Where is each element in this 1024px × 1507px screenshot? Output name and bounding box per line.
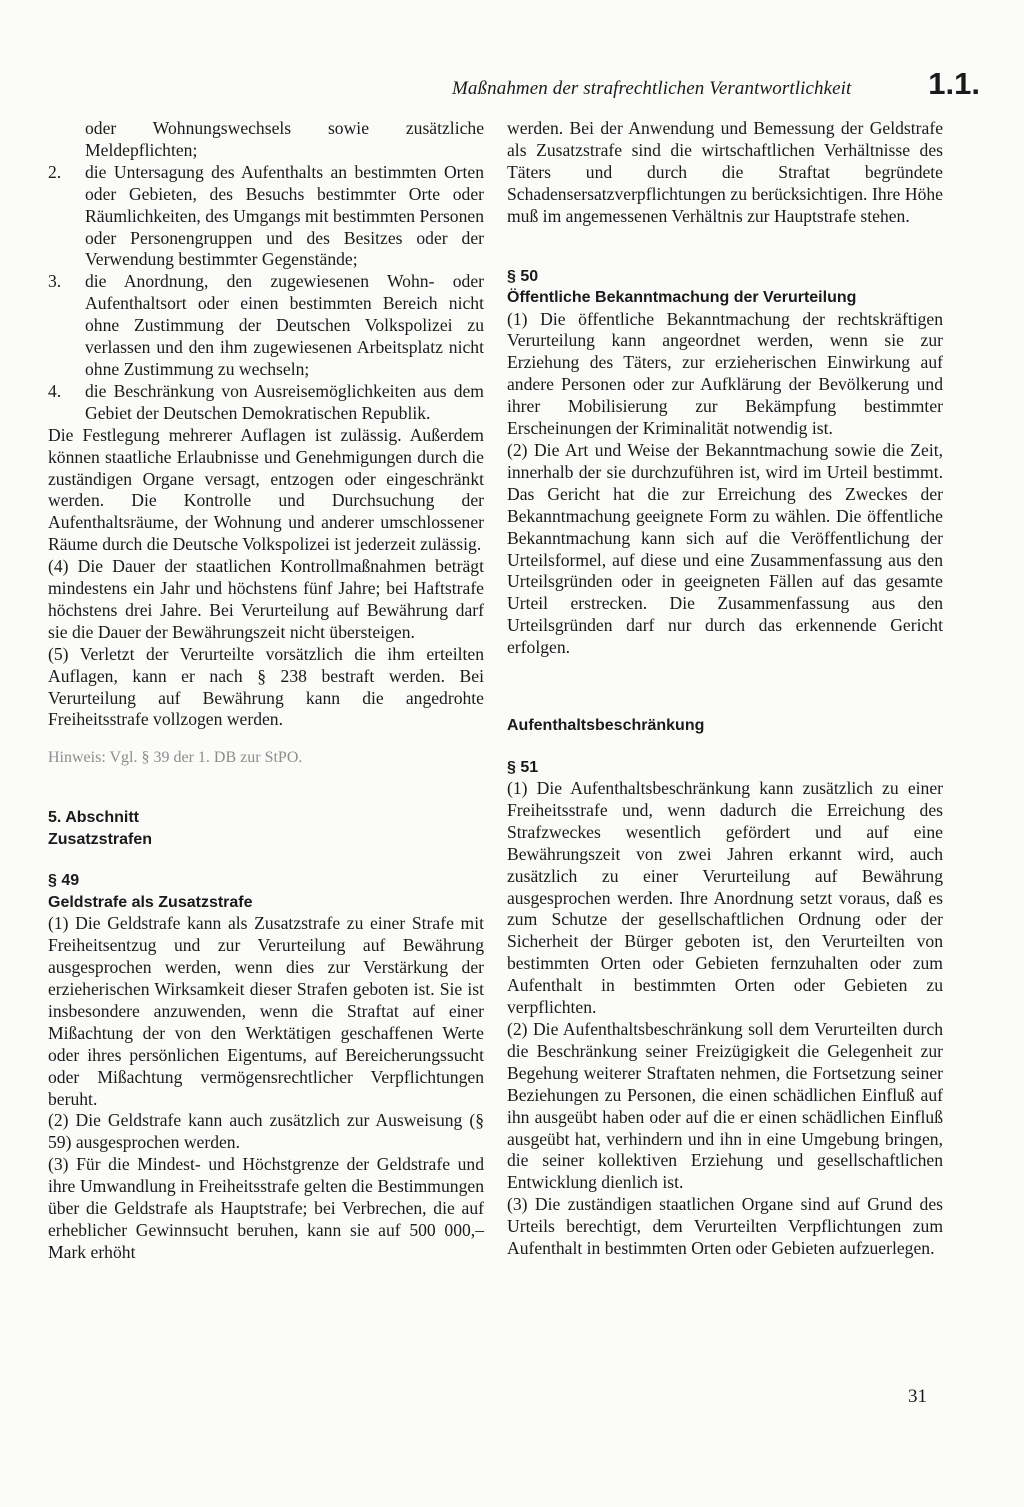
- right-column: [507, 118, 943, 1260]
- section-title: Öffentliche Bekanntmachung der Verurteilung: [507, 289, 857, 307]
- list-item-number: 3.: [48, 271, 62, 292]
- topic-heading: Aufenthaltsbeschränkung: [507, 717, 705, 735]
- section-number: § 51: [507, 758, 539, 776]
- list-item: [48, 271, 484, 381]
- paragraph: (1) Die Aufenthaltsbeschränkung kann zusätzlich zu einer Freiheitsstrafe und, wenn dadurch die Erreichung des Strafzweckes wesentlich gefördert und auf eine Bewährungszeit von zwei Jahren erkannt wird, auch zusätzlich zu einer Verurteilung auf Bewährung ausgesprochen werden. Ihre Anordnung setzt voraus, daß es zum Schutze der gesellschaftlichen Ordnung oder der Sicherheit der Bürger geboten ist, den Verurteilten von bestimmten Orten oder Gebieten fernzuhalten oder zum Aufenthalt in bestimmten Orten oder Gebieten zu verpflichten.: [507, 778, 943, 1018]
- page-number: 31: [908, 1386, 927, 1407]
- chapter-number: 5. Abschnitt: [48, 809, 139, 827]
- paragraph: Die Festlegung mehrerer Auflagen ist zulässig. Außerdem können staatliche Erlaubnisse und Genehmigungen durch die zuständigen Organe versagt, entzogen oder eingeschränkt werden. Die Kontrolle und Durchsuchung der Aufenthaltsräume, der Wohnung und anderer umschlossener Räume durch die Deutsche Volkspolizei ist jederzeit zulässig.: [48, 424, 484, 555]
- list-item-text: die Untersagung des Aufenthalts an bestimmten Orten oder Gebieten, des Besuchs bestimmter Orte oder Räumlichkeiten, des Umgangs mit bestimmten Personen oder Personengruppen und des Besitzes oder der Verwendung bestimmter Gegenstände;: [85, 161, 484, 270]
- paragraph: werden. Bei der Anwendung und Bemessung der Geldstrafe als Zusatzstrafe sind die wirtschaftlichen Verhältnisse des Täters und durch die Straftat begründete Schadensersatzverpflichtungen zu berücksichtigen. Ihre Höhe muß im angemessenen Verhältnis zur Hauptstrafe stehen.: [507, 118, 943, 226]
- hint-note: Hinweis: Vgl. § 39 der 1. DB zur StPO.: [48, 749, 303, 767]
- list-item-text: die Beschränkung von Ausreisemöglichkeiten aus dem Gebiet der Deutschen Demokratischen Republik.: [85, 380, 484, 423]
- section-number: § 49: [48, 872, 80, 890]
- running-header-title: Maßnahmen der strafrechtlichen Verantwortlichkeit: [452, 78, 852, 99]
- left-column: [48, 118, 484, 1264]
- paragraph: (5) Verletzt der Verurteilte vorsätzlich die ihm erteilten Auflagen, kann er nach § 238 bestraft werden. Bei Verurteilung auf Bewährung kann die angedrohte Freiheitsstrafe vollzogen werden.: [48, 643, 484, 730]
- paragraph: (2) Die Aufenthaltsbeschränkung soll dem Verurteilten durch die Beschränkung seiner Freizügigkeit die Gelegenheit zur Begehung weiterer Straftaten nehmen, die Fortsetzung seiner Beziehungen zu Personen, die einen schädlichen Einfluß auf ihn ausgeübt haben oder auf die er einen schädlichen Einfluß ausgeübt hat, verhindern und ihn in eine Umgebung bringen, die seiner kollektiven Erziehung und gesellschaftlichen Entwicklung dienlich ist.: [507, 1019, 943, 1193]
- section-number: 1.1.: [928, 66, 980, 101]
- paragraph: (2) Die Art und Weise der Bekanntmachung sowie die Zeit, innerhalb der sie durchzuführen ist, wird im Urteil bestimmt. Das Gericht hat die zur Erreichung des Zweckes der Bekanntmachung geeignete Form zu wählen. Die öffentliche Bekanntmachung kann sich auf die Veröffentlichung der Urteilsformel, auf diese und eine Zusammenfassung aus den Urteilsgründen oder in geeigneten Fällen auf das gesamte Urteil erstrecken. Die Zusammenfassung aus den Urteilsgründen darf nur durch das erkennende Gericht erfolgen.: [507, 439, 943, 658]
- paragraph: (3) Die zuständigen staatlichen Organe sind auf Grund des Urteils berechtigt, dem Verurteilten Verpflichtungen zum Aufenthalt in bestimmten Orten oder Gebieten aufzuerlegen.: [507, 1194, 943, 1259]
- chapter-title: Zusatzstrafen: [48, 830, 153, 848]
- section-number: § 50: [507, 267, 539, 285]
- list-item: [48, 381, 484, 425]
- list-item-number: 2.: [48, 161, 62, 182]
- paragraph: (1) Die öffentliche Bekanntmachung der rechtskräftigen Verurteilung kann angeordnet werden, wenn sie zur Erziehung des Täters, zur erzieherischen Einwirkung auf andere Personen oder zur Aufklärung der Bevölkerung und ihrer Mobilisierung zur Bekämpfung bestimmter Erscheinungen der Kriminalität notwendig ist.: [507, 308, 943, 439]
- section-title: Geldstrafe als Zusatzstrafe: [48, 893, 253, 911]
- running-header: [440, 66, 980, 110]
- list-item: [48, 162, 484, 272]
- paragraph: (3) Für die Mindest- und Höchstgrenze der Geldstrafe und ihre Umwandlung in Freiheitsstrafe gelten die Bestimmungen über die Geldstrafe als Hauptstrafe; bei Verbrechen, die auf erheblicher Gewinnsucht beruhen, kann sie auf 500 000,– Mark erhöht: [48, 1154, 484, 1262]
- list-item-text: die Anordnung, den zugewiesenen Wohn- oder Aufenthaltsort oder einen bestimmten Bereich nicht ohne Zustimmung der Deutschen Volkspolizei zu verlassen und den ihm zugewiesenen Arbeitsplatz nicht ohne Zustimmung zu wechseln;: [85, 271, 484, 379]
- list-item-continuation: oder Wohnungswechsels sowie zusätzliche Meldepflichten;: [85, 118, 484, 160]
- paragraph: (1) Die Geldstrafe kann als Zusatzstrafe zu einer Strafe mit Freiheitsentzug und zur Verurteilung auf Bewährung ausgesprochen werden, wenn dies zur Verstärkung der erzieherischen Wirksamkeit dieser Strafen geboten ist. Sie ist insbesondere anzuwenden, wenn die Straftat auf einer Mißachtung der von den Werktätigen geschaffenen Werte oder ihres persönlichen Eigentums, auf Bereicherungssucht oder Mißachtung vermögensrechtlicher Verpflichtungen beruht.: [48, 913, 484, 1109]
- paragraph: (2) Die Geldstrafe kann auch zusätzlich zur Ausweisung (§ 59) ausgesprochen werden.: [48, 1110, 484, 1153]
- paragraph: (4) Die Dauer der staatlichen Kontrollmaßnahmen beträgt mindestens ein Jahr und höchstens fünf Jahre; bei Haftstrafe höchstens drei Jahre. Bei Verurteilung auf Bewährung darf sie die Dauer der Bewährungszeit nicht übersteigen.: [48, 556, 484, 642]
- list-item-number: 4.: [48, 380, 62, 401]
